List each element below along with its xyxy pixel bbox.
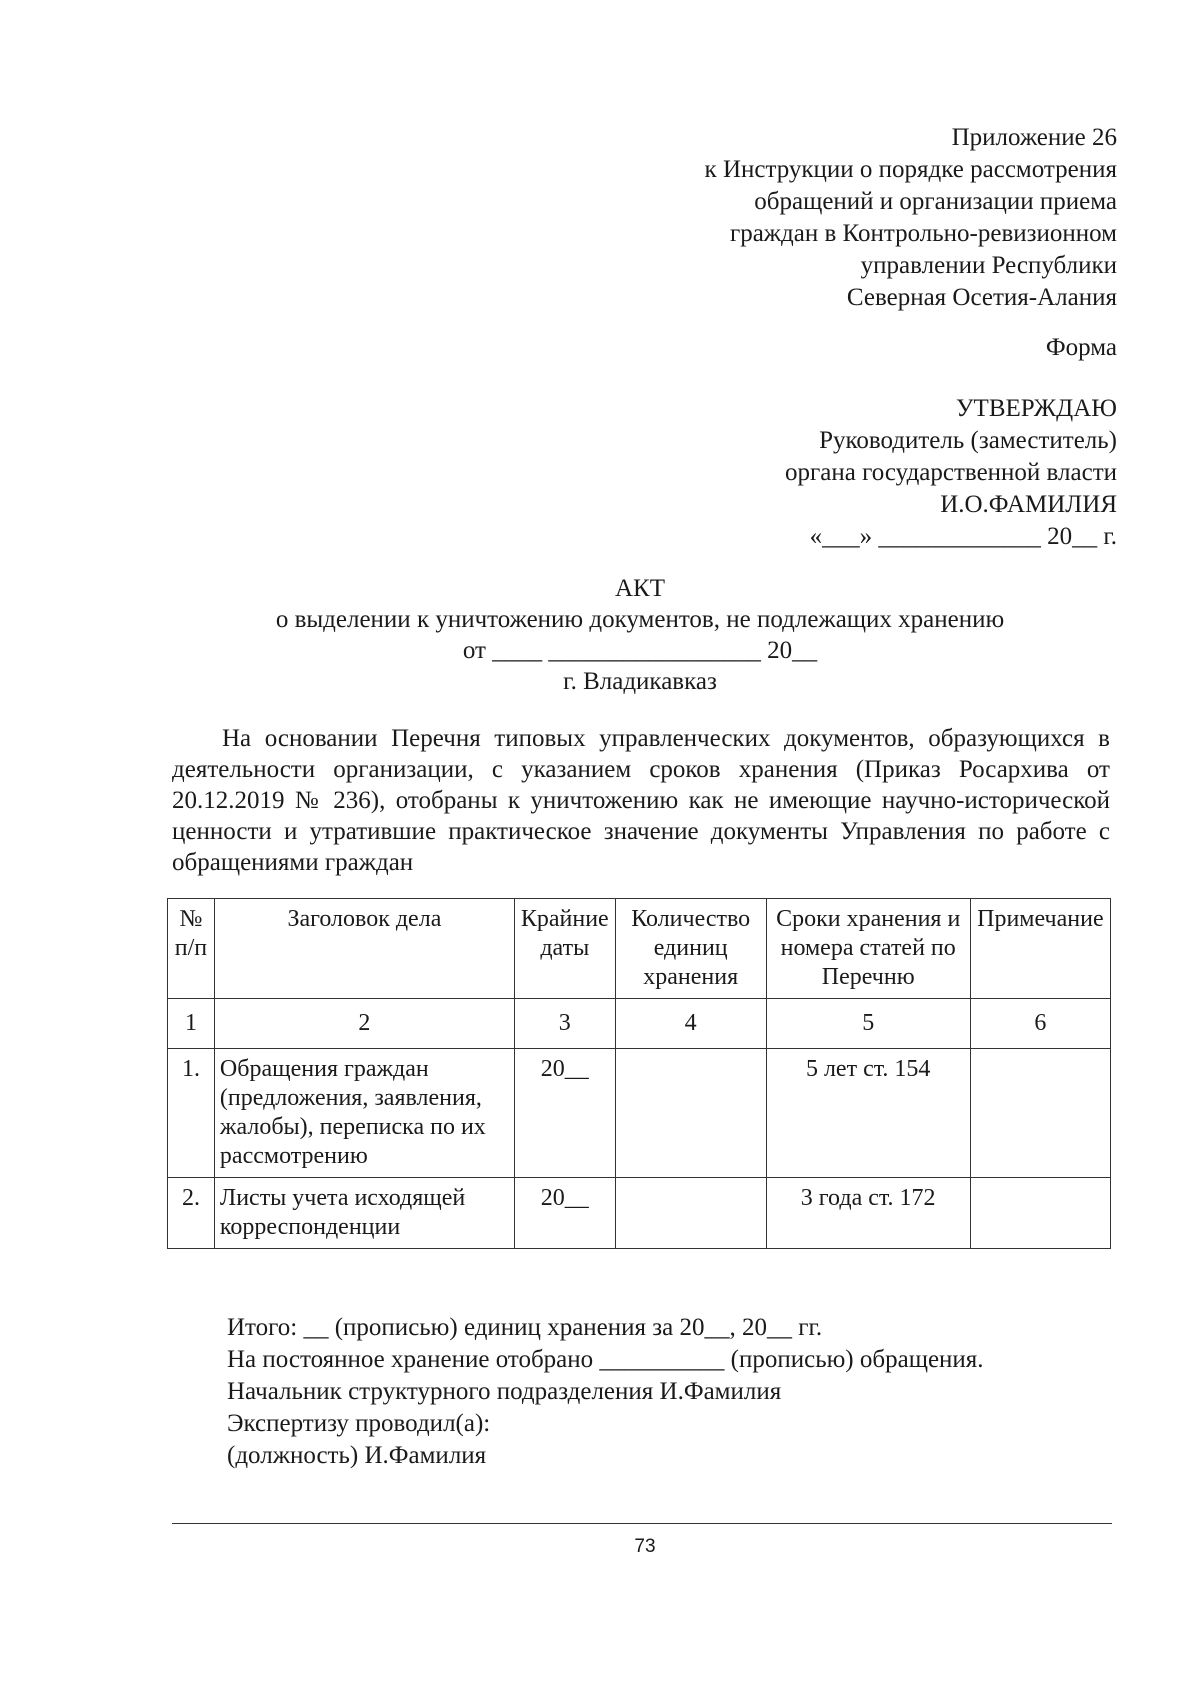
header-title: Заголовок дела	[214, 899, 514, 999]
row-num: 2.	[168, 1178, 215, 1249]
row-term: 5 лет ст. 154	[766, 1049, 970, 1178]
appendix-line: Северная Осетия-Алания	[846, 284, 1117, 311]
approval-title: УТВЕРЖДАЮ	[955, 395, 1117, 422]
appendix-line: граждан в Контрольно-ревизионном	[729, 220, 1117, 247]
table-row	[168, 1178, 1111, 1249]
col-number: 5	[766, 999, 970, 1049]
act-date-line: от ____ _________________ 20__	[462, 637, 818, 664]
col-number: 6	[970, 999, 1110, 1049]
form-label: Форма	[1045, 334, 1117, 361]
row-dates: 20__	[514, 1049, 615, 1178]
approval-name: И.О.ФАМИЛИЯ	[940, 491, 1117, 518]
approval-block	[785, 393, 1117, 553]
act-title-block	[160, 573, 1120, 697]
row-dates: 20__	[514, 1178, 615, 1249]
row-count	[615, 1049, 766, 1178]
header-count: Количество единиц хранения	[615, 899, 766, 999]
act-city: г. Владикавказ	[563, 668, 717, 695]
row-num: 1.	[168, 1049, 215, 1178]
header-dates: Крайние даты	[514, 899, 615, 999]
col-number: 1	[168, 999, 215, 1049]
permanent-storage-line: На постоянное хранение отобрано __________ (прописью) обращения.	[227, 1346, 984, 1373]
header-note: Примечание	[970, 899, 1110, 999]
intro-paragraph: На основании Перечня типовых управленческих документов, образующихся в деятельности организации, с указанием сроков хранения (Приказ Росархива от 20.12.2019 № 236), отобраны к уничтожению как не имеющие научно-исторической ценности и утратившие практическое значение документы Управления по работе с обращениями граждан	[172, 725, 1110, 876]
expert-signature-line: (должность) И.Фамилия	[227, 1442, 487, 1469]
row-term: 3 года ст. 172	[766, 1178, 970, 1249]
totals-line: Итого: __ (прописью) единиц хранения за 20__, 20__ гг.	[227, 1314, 823, 1341]
row-title: Листы учета исходящей корреспонденции	[214, 1178, 514, 1249]
footer-divider	[172, 1523, 1112, 1524]
act-title: АКТ	[615, 575, 665, 602]
header-term: Сроки хранения и номера статей по Перечню	[766, 899, 970, 999]
header-num: № п/п	[168, 899, 215, 999]
appendix-line: Приложение 26	[951, 124, 1117, 151]
column-numbers-row	[168, 999, 1111, 1049]
totals-block	[227, 1312, 984, 1472]
appendix-line: обращений и организации приема	[754, 188, 1117, 215]
approval-organ: органа государственной власти	[785, 459, 1117, 486]
documents-table	[167, 898, 1111, 1249]
head-signature-line: Начальник структурного подразделения И.Фамилия	[227, 1378, 782, 1405]
table-row	[168, 1049, 1111, 1178]
expertise-line: Экспертизу проводил(а):	[227, 1410, 491, 1437]
act-subtitle: о выделении к уничтожению документов, не подлежащих хранению	[275, 606, 1005, 633]
page-number: 73	[634, 1536, 656, 1557]
appendix-line: к Инструкции о порядке рассмотрения	[704, 156, 1117, 183]
row-note	[970, 1049, 1110, 1178]
row-count	[615, 1178, 766, 1249]
table-header-row	[168, 899, 1111, 999]
col-number: 4	[615, 999, 766, 1049]
approval-date: «___» _____________ 20__ г.	[809, 523, 1117, 550]
col-number: 2	[214, 999, 514, 1049]
row-title: Обращения граждан (предложения, заявления, жалобы), переписка по их рассмотрению	[214, 1049, 514, 1178]
appendix-line: управлении Республики	[860, 252, 1117, 279]
approval-position: Руководитель (заместитель)	[819, 427, 1117, 454]
col-number: 3	[514, 999, 615, 1049]
row-note	[970, 1178, 1110, 1249]
appendix-header	[705, 122, 1117, 314]
